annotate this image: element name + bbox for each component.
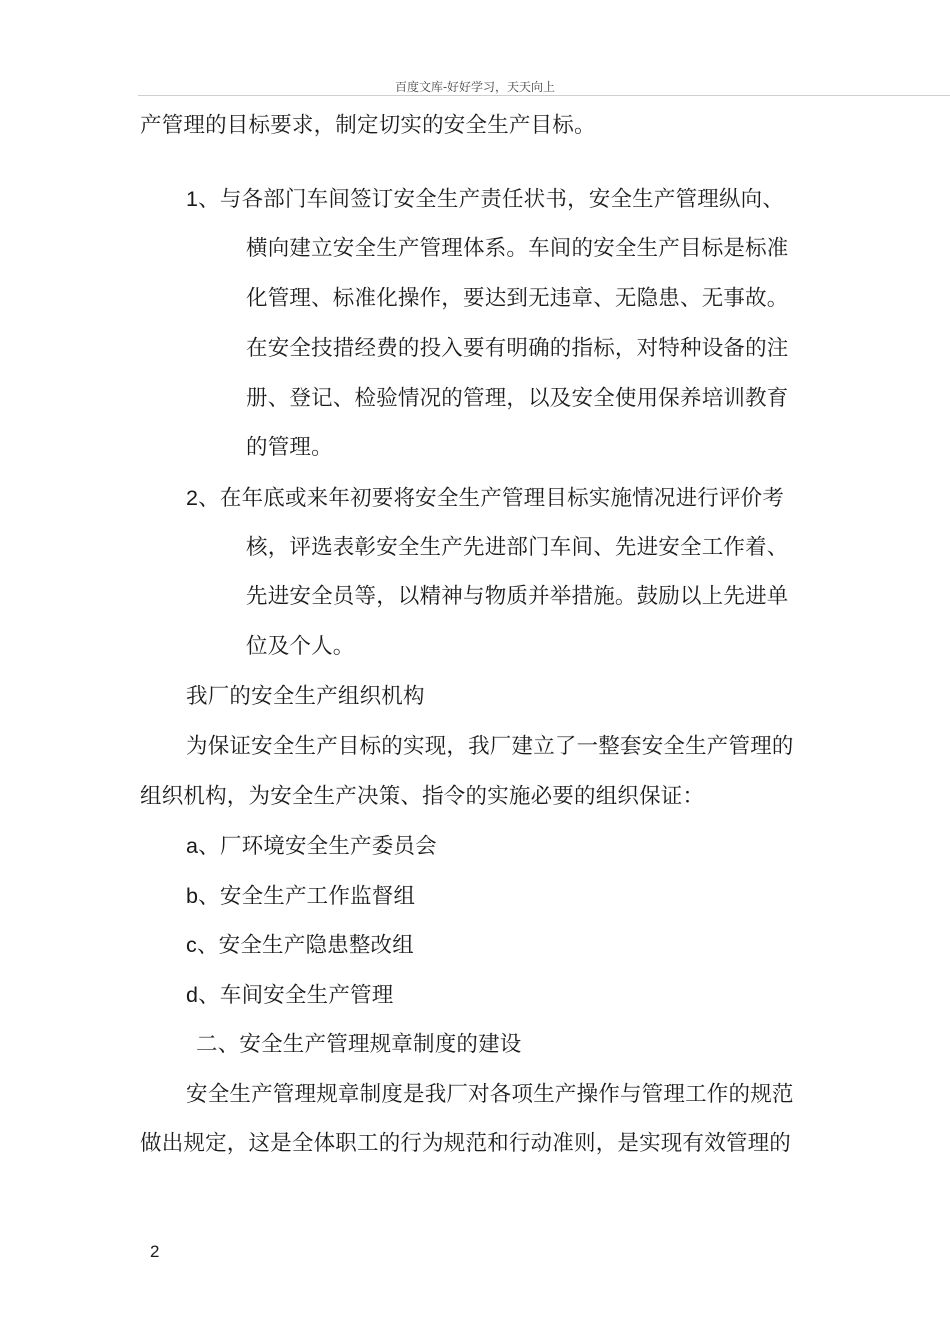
intro-tail-line: 产管理的目标要求，制定切实的安全生产目标。 [140,113,596,138]
list-item-1-line-1: 1、与各部门车间签订安全生产责任状书，安全生产管理纵向、 [186,187,785,212]
list-item-1-line-6: 的管理。 [246,435,333,460]
header-text: 百度文库-好好学习，天天向上 [394,80,556,94]
list-item-2-line-3: 先进安全员等，以精神与物质并举措施。鼓励以上先进单 [246,584,789,609]
org-paragraph-line-2: 组织机构，为安全生产决策、指令的实施必要的组织保证： [140,784,705,809]
list-item-2-line-2: 核，评选表彰安全生产先进部门车间、先进安全工作着、 [246,535,789,560]
page-number: 2 [150,1242,160,1261]
list-item-1-line-2: 横向建立安全生产管理体系。车间的安全生产目标是标准 [246,236,789,261]
org-list-marker-d: d [186,983,199,1007]
list-item-2-number: 2 [186,486,199,510]
section-2-paragraph-line-1: 安全生产管理规章制度是我厂对各项生产操作与管理工作的规范 [186,1082,794,1107]
list-item-2-line-4: 位及个人。 [246,634,355,659]
org-list-item-c: c、安全生产隐患整改组 [186,933,414,958]
org-list-item-d: d、车间安全生产管理 [186,983,394,1008]
section-2-paragraph-line-2: 做出规定，这是全体职工的行为规范和行动准则，是实现有效管理的 [140,1131,792,1156]
list-item-2-line-1: 2、在年底或来年初要将安全生产管理目标实施情况进行评价考 [186,486,785,511]
org-list-marker-c: c [186,933,197,957]
org-paragraph-line-1: 为保证安全生产目标的实现，我厂建立了一整套安全生产管理的 [186,734,794,759]
org-list-marker-b: b [186,884,199,908]
org-list-item-a: a、厂环境安全生产委员会 [186,834,437,859]
org-heading: 我厂的安全生产组织机构 [186,684,425,709]
org-list-item-b: b、安全生产工作监督组 [186,884,416,909]
org-list-marker-a: a [186,834,199,858]
list-item-1-line-3: 化管理、标准化操作，要达到无违章、无隐患、无事故。 [246,286,789,311]
header-divider [138,95,950,96]
section-2-heading: 二、安全生产管理规章制度的建设 [196,1032,522,1057]
list-item-1-line-5: 册、登记、检验情况的管理，以及安全使用保养培训教育 [246,386,789,411]
list-item-1-number: 1 [186,187,199,211]
list-item-1-line-4: 在安全技措经费的投入要有明确的指标，对特种设备的注 [246,336,789,361]
